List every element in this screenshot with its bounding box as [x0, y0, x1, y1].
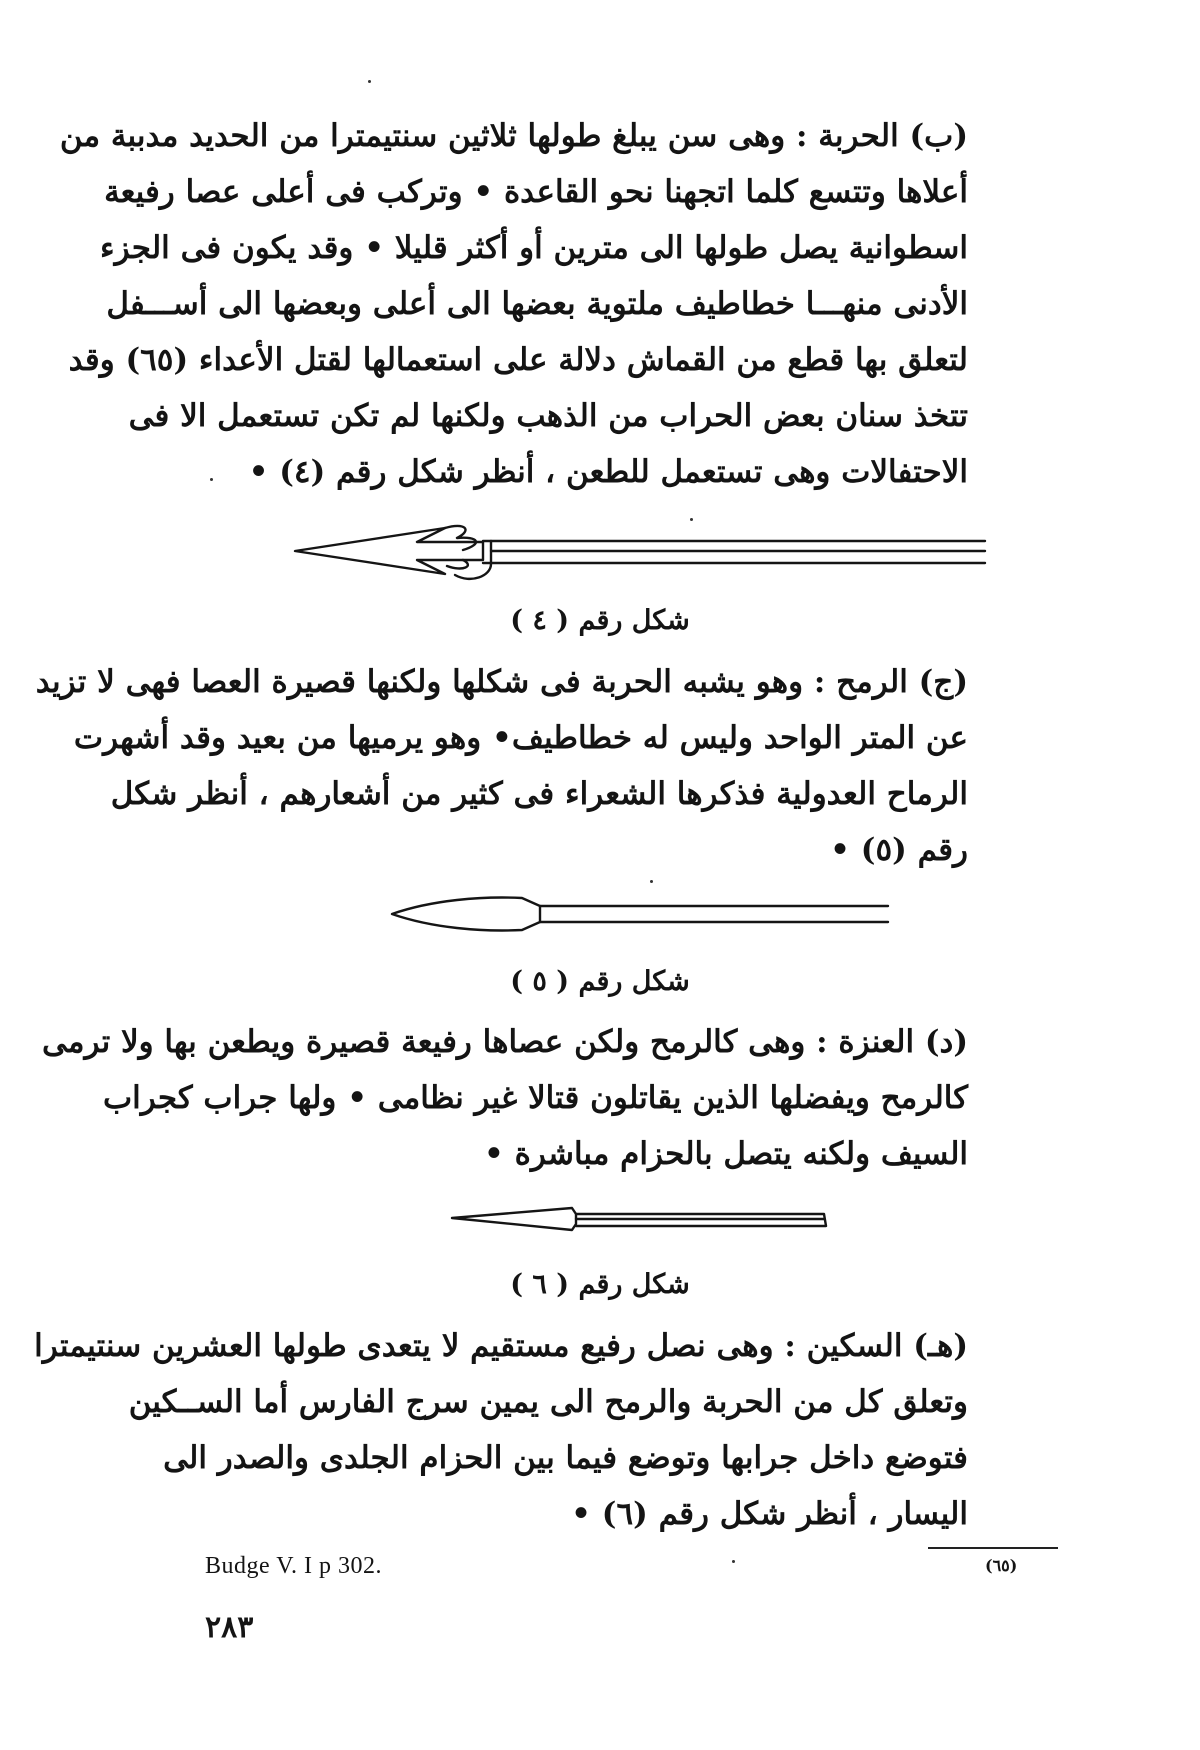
text-line: كالرمح ويفضلها الذين يقاتلون قتالا غير نظامى • ولها جراب كجراب — [102, 1080, 968, 1116]
paragraph-anaza — [42, 1014, 968, 1182]
text-line: تتخذ سنان بعض الحراب من الذهب ولكنها لم تكن تستعمل الا فى — [128, 398, 968, 434]
text-line: لتعلق بها قطع من القماش دلالة على استعمالها لقتل الأعداء (٦٥) وقد — [68, 342, 968, 378]
figure-6-caption: شكل رقم ( ٦ ) — [510, 1269, 690, 1300]
figure-4-harba — [295, 520, 985, 590]
harba-drawing — [295, 520, 985, 590]
text-line: أعلاها وتتسع كلما اتجهنا نحو القاعدة • وتركب فى أعلى عصا رفيعة — [104, 174, 968, 210]
text-line: عن المتر الواحد وليس له خطاطيف• وهو يرميها من بعيد وقد أشهرت — [73, 720, 968, 756]
paragraph-rumh — [35, 654, 968, 878]
footnote-rule — [928, 1547, 1058, 1549]
text-line: الاحتفالات وهى تستعمل للطعن ، أنظر شكل رقم (٤) • — [248, 454, 968, 490]
text-line: اليسار ، أنظر شكل رقم (٦) • — [571, 1496, 968, 1532]
scan-speck — [368, 80, 371, 83]
text-line: اسطوانية يصل طولها الى مترين أو أكثر قليلا • وقد يكون فى الجزء — [100, 230, 968, 266]
text-line: فتوضع داخل جرابها وتوضع فيما بين الحزام الجلدى والصدر الى — [163, 1440, 968, 1476]
scan-speck — [732, 1560, 735, 1563]
figure-5-rumh — [392, 892, 888, 936]
paragraph-harba — [59, 108, 968, 500]
text-line: (ب) الحربة : وهى سن يبلغ طولها ثلاثين سنتيمترا من الحديد مدببة من — [59, 118, 968, 154]
rumh-drawing — [392, 892, 888, 936]
text-line: (د) العنزة : وهى كالرمح ولكن عصاها رفيعة قصيرة ويطعن بها ولا ترمى — [42, 1024, 968, 1060]
text-line: وتعلق كل من الحربة والرمح الى يمين سرج الفارس أما الســكين — [128, 1384, 968, 1420]
figure-5-caption: شكل رقم ( ٥ ) — [510, 966, 690, 997]
scan-speck — [650, 880, 653, 883]
footnote-number: (٦٥) — [985, 1556, 1018, 1575]
text-line: رقم (٥) • — [830, 832, 968, 868]
text-line: السيف ولكنه يتصل بالحزام مباشرة • — [484, 1136, 968, 1172]
figure-4-caption: شكل رقم ( ٤ ) — [510, 605, 690, 636]
text-line: (هـ) السكين : وهى نصل رفيع مستقيم لا يتعدى طولها العشرين سنتيمترا — [34, 1328, 968, 1364]
page-number: ٢٨٣ — [205, 1610, 254, 1645]
paragraph-sikkin — [34, 1318, 968, 1542]
scan-speck — [210, 478, 213, 481]
text-line: (ج) الرمح : وهو يشبه الحربة فى شكلها ولكنها قصيرة العصا فهى لا تزيد — [35, 664, 968, 700]
figure-6-anaza — [452, 1204, 832, 1234]
anaza-drawing — [452, 1204, 832, 1234]
text-line: الرماح العدولية فذكرها الشعراء فى كثير من أشعارهم ، أنظر شكل — [110, 776, 968, 812]
text-line: الأدنى منهـــا خطاطيف ملتوية بعضها الى أعلى وبعضها الى أســـفل — [106, 286, 968, 322]
scan-speck — [690, 518, 693, 521]
footnote-reference: Budge V. I p 302. — [205, 1553, 382, 1579]
